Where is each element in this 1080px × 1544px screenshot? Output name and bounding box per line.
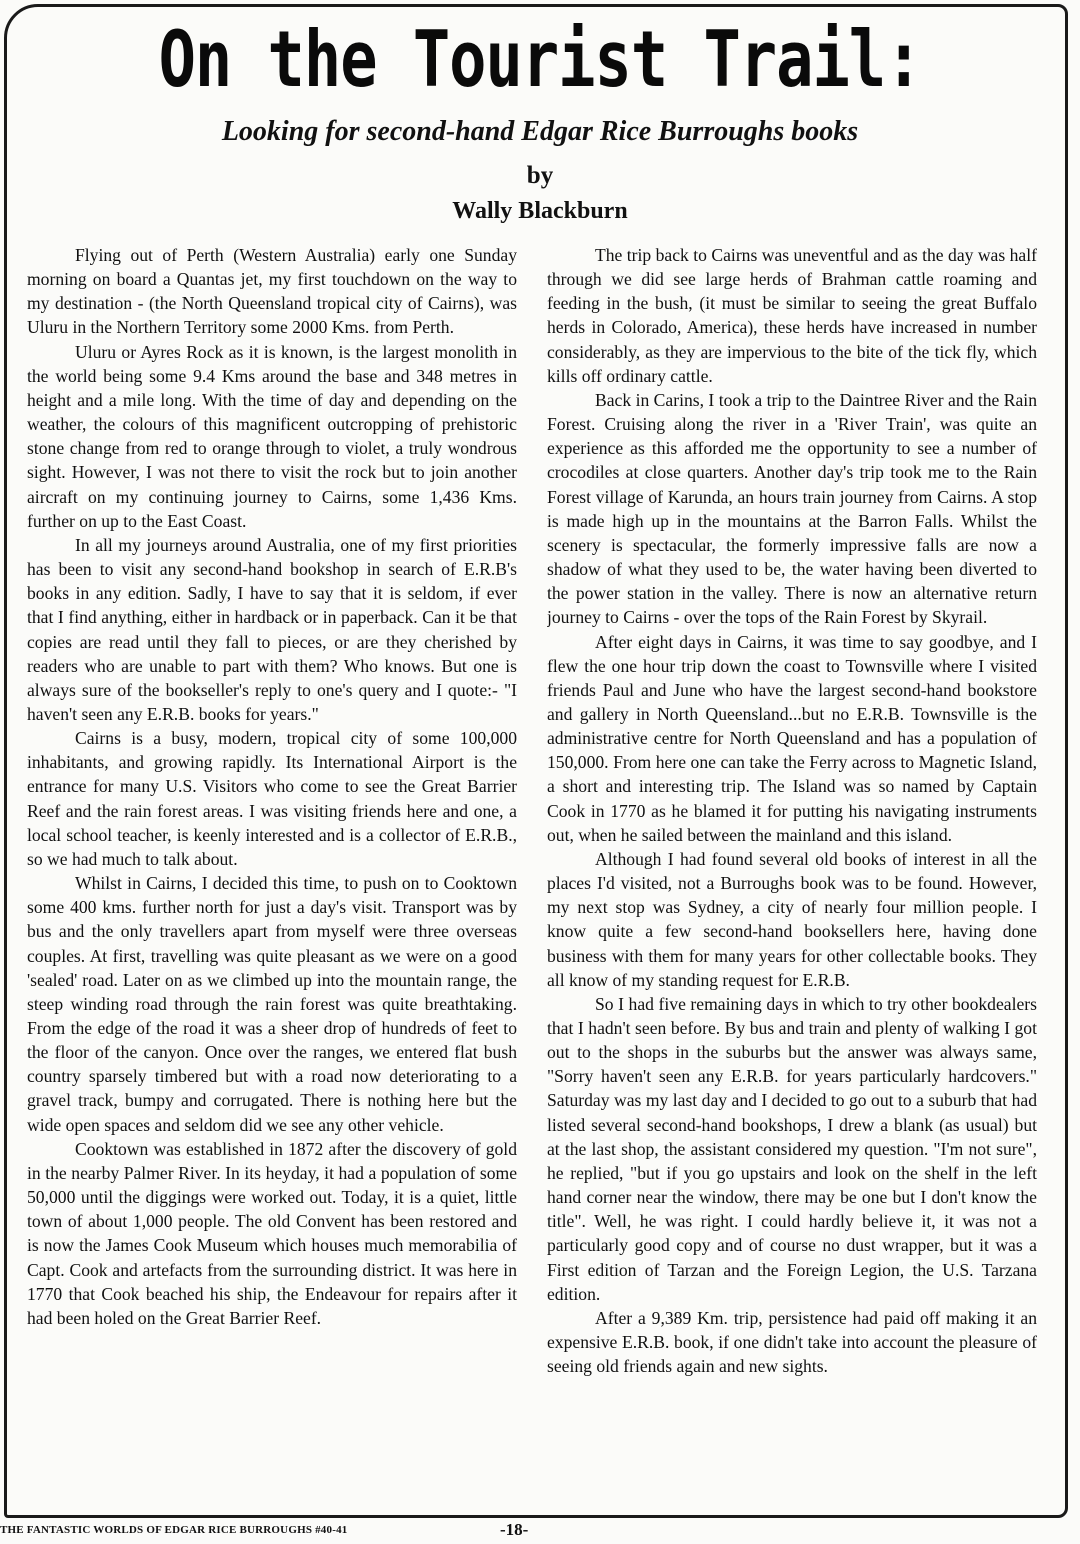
paragraph: Although I had found several old books of interest in all the places I'd visited, not a Burroughs book was to be found. However, my next stop was Sydney, a city of nearly four million people. I know quite a few second-hand booksellers here, having done business with them for many years for other collectable books. They all know of my standing request for E.R.B. (547, 848, 1037, 990)
paragraph: Whilst in Cairns, I decided this time, to push on to Cooktown some 400 kms. further north for just a day's visit. Transport was by bus and the only travellers apart from myself were three overseas couples. At first, travelling was quite pleasant as we were on a good 'sealed' road. Later on as we climbed up into the mountain range, the steep winding road through the rain forest was quite breathtaking. From the edge of the road it was a sheer drop of hundreds of feet to the floor of the canyon. Once over the ranges, we entered flat bush country sparsely timbered but with a road now deteriorating to a gravel track, bumpy and corrugated. There is nothing here but the wide open spaces and seldom did we see any other vehicle. (27, 873, 517, 1135)
paragraph: Flying out of Perth (Western Australia) early one Sunday morning on board a Quantas jet, my first touchdown on the way to my destination - (the North Queensland tropical city of Cairns), was Uluru in the Northern Territory some 2000 Kms. from Perth. (27, 245, 517, 338)
paragraph: After a 9,389 Km. trip, persistence had paid off making it an expensive E.R.B. book, if one didn't take into account the pleasure of seeing old friends again and new sights. (547, 1307, 1037, 1377)
paragraph: So I had five remaining days in which to try other bookdealers that I hadn't seen before. By bus and train and plenty of walking I got out to the shops in the suburbs but the answer was always same, "Sorry haven't seen any E.R.B. for years particularly hardcovers." Saturday was my last day and I decided to go out to a suburb that had listed several second-hand bookshops, I drew a blank (as usual) but at the last shop, the assistant considered my question. "I'm not sure", he replied, "but if you go upstairs and look on the shelf in the left hand corner near the window, there may be one but I don't know the title". Well, he was right. I could hardly believe it, it was not a particularly good copy and of course no dust wrapper, but it was a First edition of Tarzan and the Foreign Legion, the U.S. Tarzana edition. (547, 993, 1037, 1304)
article-subtitle: Looking for second-hand Edgar Rice Burroughs books (221, 116, 859, 147)
left-column (27, 243, 517, 1493)
paragraph: Back in Carins, I took a trip to the Daintree River and the Rain Forest. Cruising along the river in a 'River Train', was quite an experience as this afforded me the opportunity to see a number of crocodiles at close quarters. Another day's trip took me to the Rain Forest village of Karunda, an hours train journey from Cairns. A stop is made high up in the mountains at the Barron Falls. Whilst the scenery is spectacular, the formerly impressive falls are now a shadow of what they used to be, the water having been diverted to the power station in the valley. There is now an alternative return journey to Cairns - over the tops of the Rain Forest by Skyrail. (547, 389, 1037, 628)
paragraph: In all my journeys around Australia, one of my first priorities has been to visit any second-hand bookshop in search of E.R.B's books in any edition. Sadly, I have to say that it is seldom, if ever that I find anything, either in hardback or in paperback. Can it be that copies are read until they fall to pieces, or are they cherished by readers who are unable to part with them? Who knows. But one is always sure of the bookseller's reply to one's query and I quote:- "I haven't seen any E.R.B. books for years." (27, 534, 517, 724)
page-number: -18- (500, 1520, 529, 1539)
publication-footer: THE FANTASTIC WORLDS OF EDGAR RICE BURROUGHS #40-41 (0, 1524, 348, 1536)
byline-by: by (526, 162, 554, 189)
right-column (547, 243, 1037, 1493)
paragraph: After eight days in Cairns, it was time to say goodbye, and I flew the one hour trip down the coast to Townsville where I visited friends Paul and June who have the largest second-hand bookstore and gallery in North Queensland...but no E.R.B. Townsville is the administrative centre for North Queensland and has a population of 150,000. From here one can take the Ferry across to Magnetic Island, a short and interesting trip. The Island was so named by Captain Cook in 1770 as he blamed it for putting his navigating instruments out, when he sailed between the mainland and this island. (547, 631, 1037, 845)
paragraph: Cooktown was established in 1872 after the discovery of gold in the nearby Palmer River. In its heyday, it had a population of some 50,000 until the diggings were worked out. Today, it is a quiet, little town of about 1,000 people. The old Convent has been restored and is now the James Cook Museum which houses much memorabilia of Capt. Cook and artefacts from the surrounding district. It was here in 1770 that Cook beached his ship, the Endeavour for repairs after it had been holed on the Great Barrier Reef. (27, 1138, 517, 1328)
paragraph: The trip back to Cairns was uneventful and as the day was half through we did see large herds of Brahman cattle roaming and feeding in the bush, (it must be similar to seeing the great Buffalo herds in Colorado, America), these herds have increased in number considerably, as they are impervious to the bite of the tick fly, which kills off ordinary cattle. (547, 245, 1037, 386)
paragraph: Cairns is a busy, modern, tropical city of some 100,000 inhabitants, and growing rapidly. Its International Airport is the entrance for many U.S. Visitors who come to see the Great Barrier Reef and the rain forest areas. I was visiting friends here and one, a local school teacher, is keenly interested and is a collector of E.R.B., so we had much to talk about. (27, 728, 517, 869)
paragraph: Uluru or Ayres Rock as it is known, is the largest monolith in the world being some 9.4 Kms around the base and 348 metres in height and a mile long. With the time of day and depending on the weather, the colours of this magnificent outcropping of prehistoric stone change from red to orange through to violet, a truly wondrous sight. However, I was not there to visit the rock but to join another aircraft on my continuing journey to Cairns, some 1,436 Kms. further on up to the East Coast. (27, 341, 517, 531)
author-name: Wally Blackburn (452, 198, 628, 224)
article-title: On the Tourist Trail: (158, 13, 922, 105)
